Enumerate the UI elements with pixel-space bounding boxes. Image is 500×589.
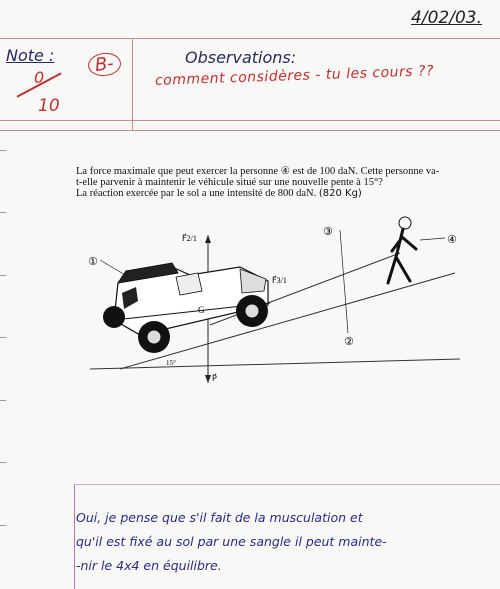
header-bottom-rule (0, 120, 500, 121)
leader-2-3 (340, 230, 348, 333)
spare-wheel (103, 306, 125, 328)
answer-line-3: -nir le 4x4 en équilibre. (76, 558, 222, 573)
header-bottom-rule-2 (0, 130, 500, 131)
margin-tick (0, 150, 6, 151)
ground-line (90, 359, 460, 369)
margin-tick (0, 525, 6, 526)
leader-4 (420, 238, 445, 240)
grade-badge: B- (87, 51, 122, 77)
date: 4/02/03. (411, 8, 482, 28)
answer-line-2: qu'il est fixé au sol par une sangle il peut mainte- (76, 534, 387, 549)
teacher-comment: comment considères - tu les cours ?? (154, 63, 435, 89)
angle-label: 15° (166, 359, 176, 367)
score-numerator: 0 (34, 68, 45, 87)
problem-line-3: La réaction exercée par le sol a une intensité de 800 daN. (76, 188, 317, 199)
score-denominator: 10 (38, 96, 60, 116)
front-hub (245, 304, 259, 318)
center-of-gravity-label: G (198, 305, 205, 315)
margin-tick (0, 462, 6, 463)
incline-diagram (80, 205, 480, 385)
answer-line-1: Oui, je pense que s'il fait de la musculation et (76, 510, 363, 525)
person-head (399, 217, 411, 229)
person (388, 217, 416, 283)
margin-tick (0, 400, 6, 401)
force-vehicle-label: F⃗2/1 (182, 234, 197, 243)
margin-tick (0, 275, 6, 276)
header-divider (132, 38, 133, 130)
label-2: ② (344, 335, 354, 348)
margin-tick (0, 212, 6, 213)
handwritten-mass: (820 Kg) (318, 188, 362, 199)
label-3: ③ (323, 225, 333, 238)
problem-line-1: La force maximale que peut exercer la personne ④ est de 100 daN. Cette personne va- (76, 166, 440, 177)
rear-hub (147, 330, 161, 344)
weight-label: P⃗ (212, 374, 217, 383)
label-4: ④ (447, 233, 457, 246)
jeep-side-window (176, 273, 202, 295)
note-label: Note : (6, 46, 55, 65)
jeep-hood (240, 269, 266, 293)
reaction-arrowhead (205, 235, 211, 243)
label-1: ① (88, 255, 98, 268)
problem-statement (76, 166, 476, 199)
leader-1 (100, 260, 132, 279)
observations-title: Observations: (185, 48, 297, 67)
header-top-rule (0, 38, 500, 39)
margin-tick (0, 337, 6, 338)
problem-line-2: t-elle parvenir à maintenir le véhicule situé sur une nouvelle pente à 15°? (76, 177, 383, 188)
weight-arrowhead (205, 375, 211, 383)
force-strap-label: F⃗3/1 (272, 276, 287, 285)
